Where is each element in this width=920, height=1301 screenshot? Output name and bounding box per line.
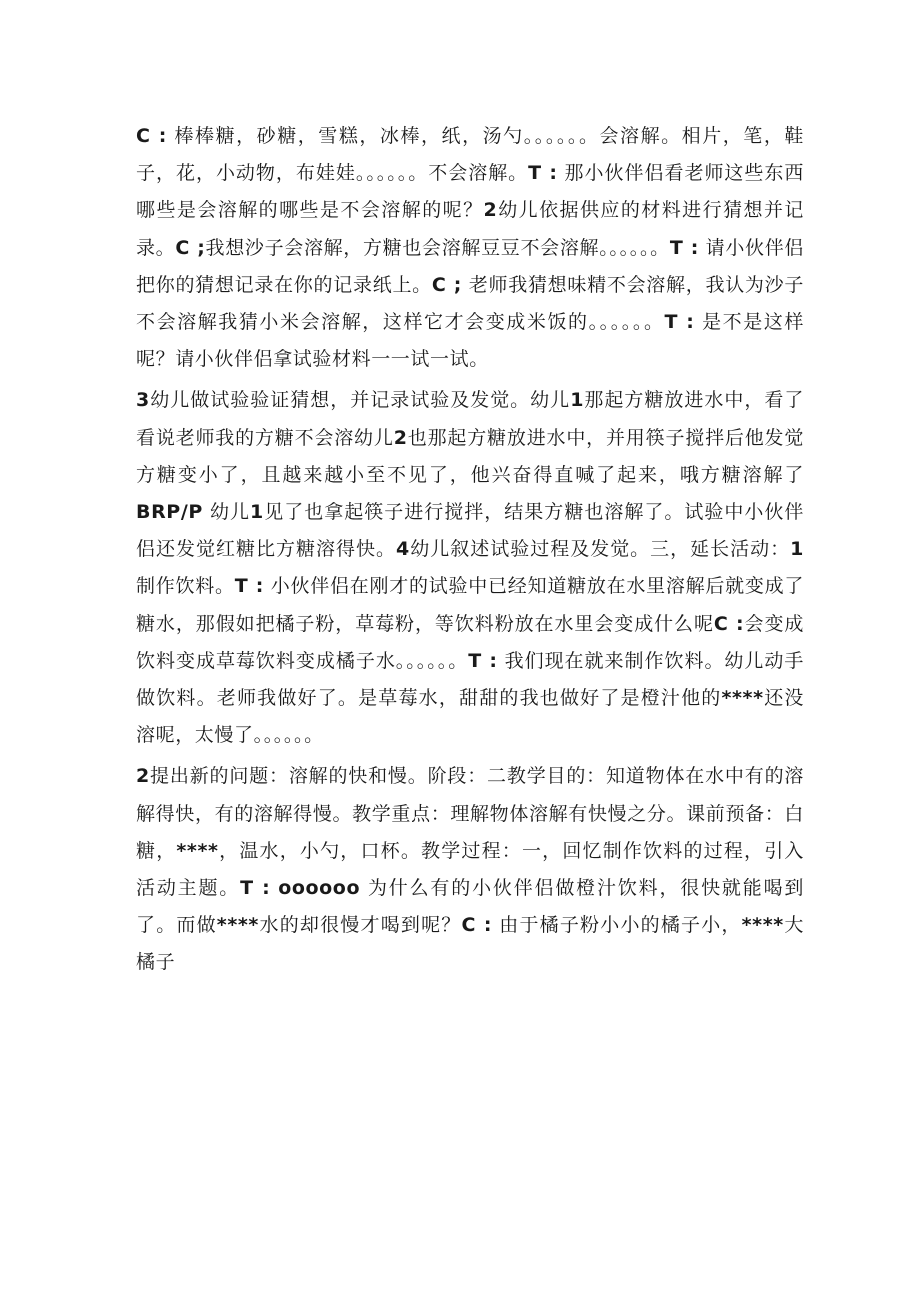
document-page [136,118,804,982]
bold-marker: 1 [249,501,264,524]
text-run: 那小伙伴侣看老师这些东西哪些是会溶解的哪些是不会溶解的呢？ [136,162,804,222]
text-run: 幼儿叙述试验过程及发觉。三，延长活动： [409,538,791,561]
bold-marker: **** [216,914,259,937]
text-run: 幼儿依据供应的材料进行猜想并记录。 [136,199,804,259]
bold-marker: 4 [395,538,410,561]
text-run: 请小伙伴侣把你的猜想记录在你的记录纸上。 [136,236,804,296]
bold-marker: 2 [483,199,498,222]
bold-marker: T : [669,236,699,259]
text-run: 老师我猜想味精不会溶解，我认为沙子不会溶解我猜小米会溶解，这样它才会变成米饭的。。。。。。 [136,273,804,334]
text-run: 我们现在就来制作饮料。幼儿动手做饮料。老师我做好了。是草莓水，甜甜的我也做好了是橙汁他的 [136,649,804,710]
bold-marker: T : [240,877,271,900]
bold-marker: **** [721,687,764,710]
bold-marker: **** [176,839,219,862]
bold-marker: T : [234,575,264,598]
text-run: 大橘子 [136,914,804,974]
text-run: 棒棒糖，砂糖，雪糕，冰棒，纸，汤勺。。。。。。会溶解。相片，笔，鞋子，花，小动物，布娃娃。。。。。。不会溶解。 [136,125,804,185]
text-run: 也那起方糖放进水中，并用筷子搅拌后他发觉方糖变小了，且越来越小至不见了，他兴奋得直喊了起来，哦方糖溶解了 [136,426,804,486]
paragraph [136,382,804,754]
bold-marker: oooooo [278,877,361,900]
bold-marker: 1 [790,538,804,561]
bold-marker: 1 [570,389,585,412]
text-run: 制作饮料。 [136,575,235,598]
text-run: 见了也拿起筷子进行搅拌，结果方糖也溶解了。试验中小伙伴侣还发觉红糖比方糖溶得快。 [136,501,804,561]
text-run: 那起方糖放进水中，看了看说老师我的方糖不会溶幼儿 [136,389,804,449]
bold-marker: T : [528,162,558,185]
bold-marker: C ; [431,273,462,296]
text-run [270,877,278,899]
text-run: 小伙伴侣在刚才的试验中已经知道糖放在水里溶解后就变成了糖水，那假如把橘子粉，草莓粉，等饮料粉放在水里会变成什么呢 [136,575,804,635]
text-run: 还没溶呢，太慢了。。。。。。 [136,687,805,747]
text-run: 会变成饮料变成草莓饮料变成橘子水。。。。。。 [136,612,804,672]
text-run: 幼儿 [202,501,250,524]
text-run: ，温水，小勺，口杯。教学过程：一，回忆制作饮料的过程，引入活动主题。 [136,839,805,900]
text-run: 是不是这样呢？请小伙伴侣拿试验材料一一试一试。 [136,311,804,371]
bold-marker: C : [136,125,167,147]
text-run: 由于橘子粉小小的橘子小， [492,914,742,937]
paragraph [136,118,804,378]
bold-marker: 2 [393,426,408,449]
bold-marker: 3 [136,389,150,412]
bold-marker: **** [741,914,784,937]
bold-marker: C ; [175,236,206,259]
text-run: 为什么有的小伙伴侣做橙汁饮料，很快就能喝到了。而做 [136,877,804,937]
bold-marker: T : [664,311,695,334]
bold-marker: 2 [136,765,150,788]
paragraph [136,758,804,981]
text-run: 我想沙子会溶解，方糖也会溶解豆豆不会溶解。。。。。。 [205,236,670,259]
text-run: 水的却很慢才喝到呢？ [258,914,462,937]
text-run: 提出新的问题：溶解的快和慢。阶段：二教学目的：知道物体在水中有的溶解得快，有的溶解得慢。教学重点：理解物体溶解有快慢之分。课前预备：白糖， [136,765,804,862]
bold-marker: C : [713,612,745,635]
bold-marker: BRP/P [136,501,203,524]
bold-marker: T : [468,649,498,672]
bold-marker: C : [461,914,493,937]
text-run: 幼儿做试验验证猜想，并记录试验及发觉。幼儿 [149,389,571,412]
